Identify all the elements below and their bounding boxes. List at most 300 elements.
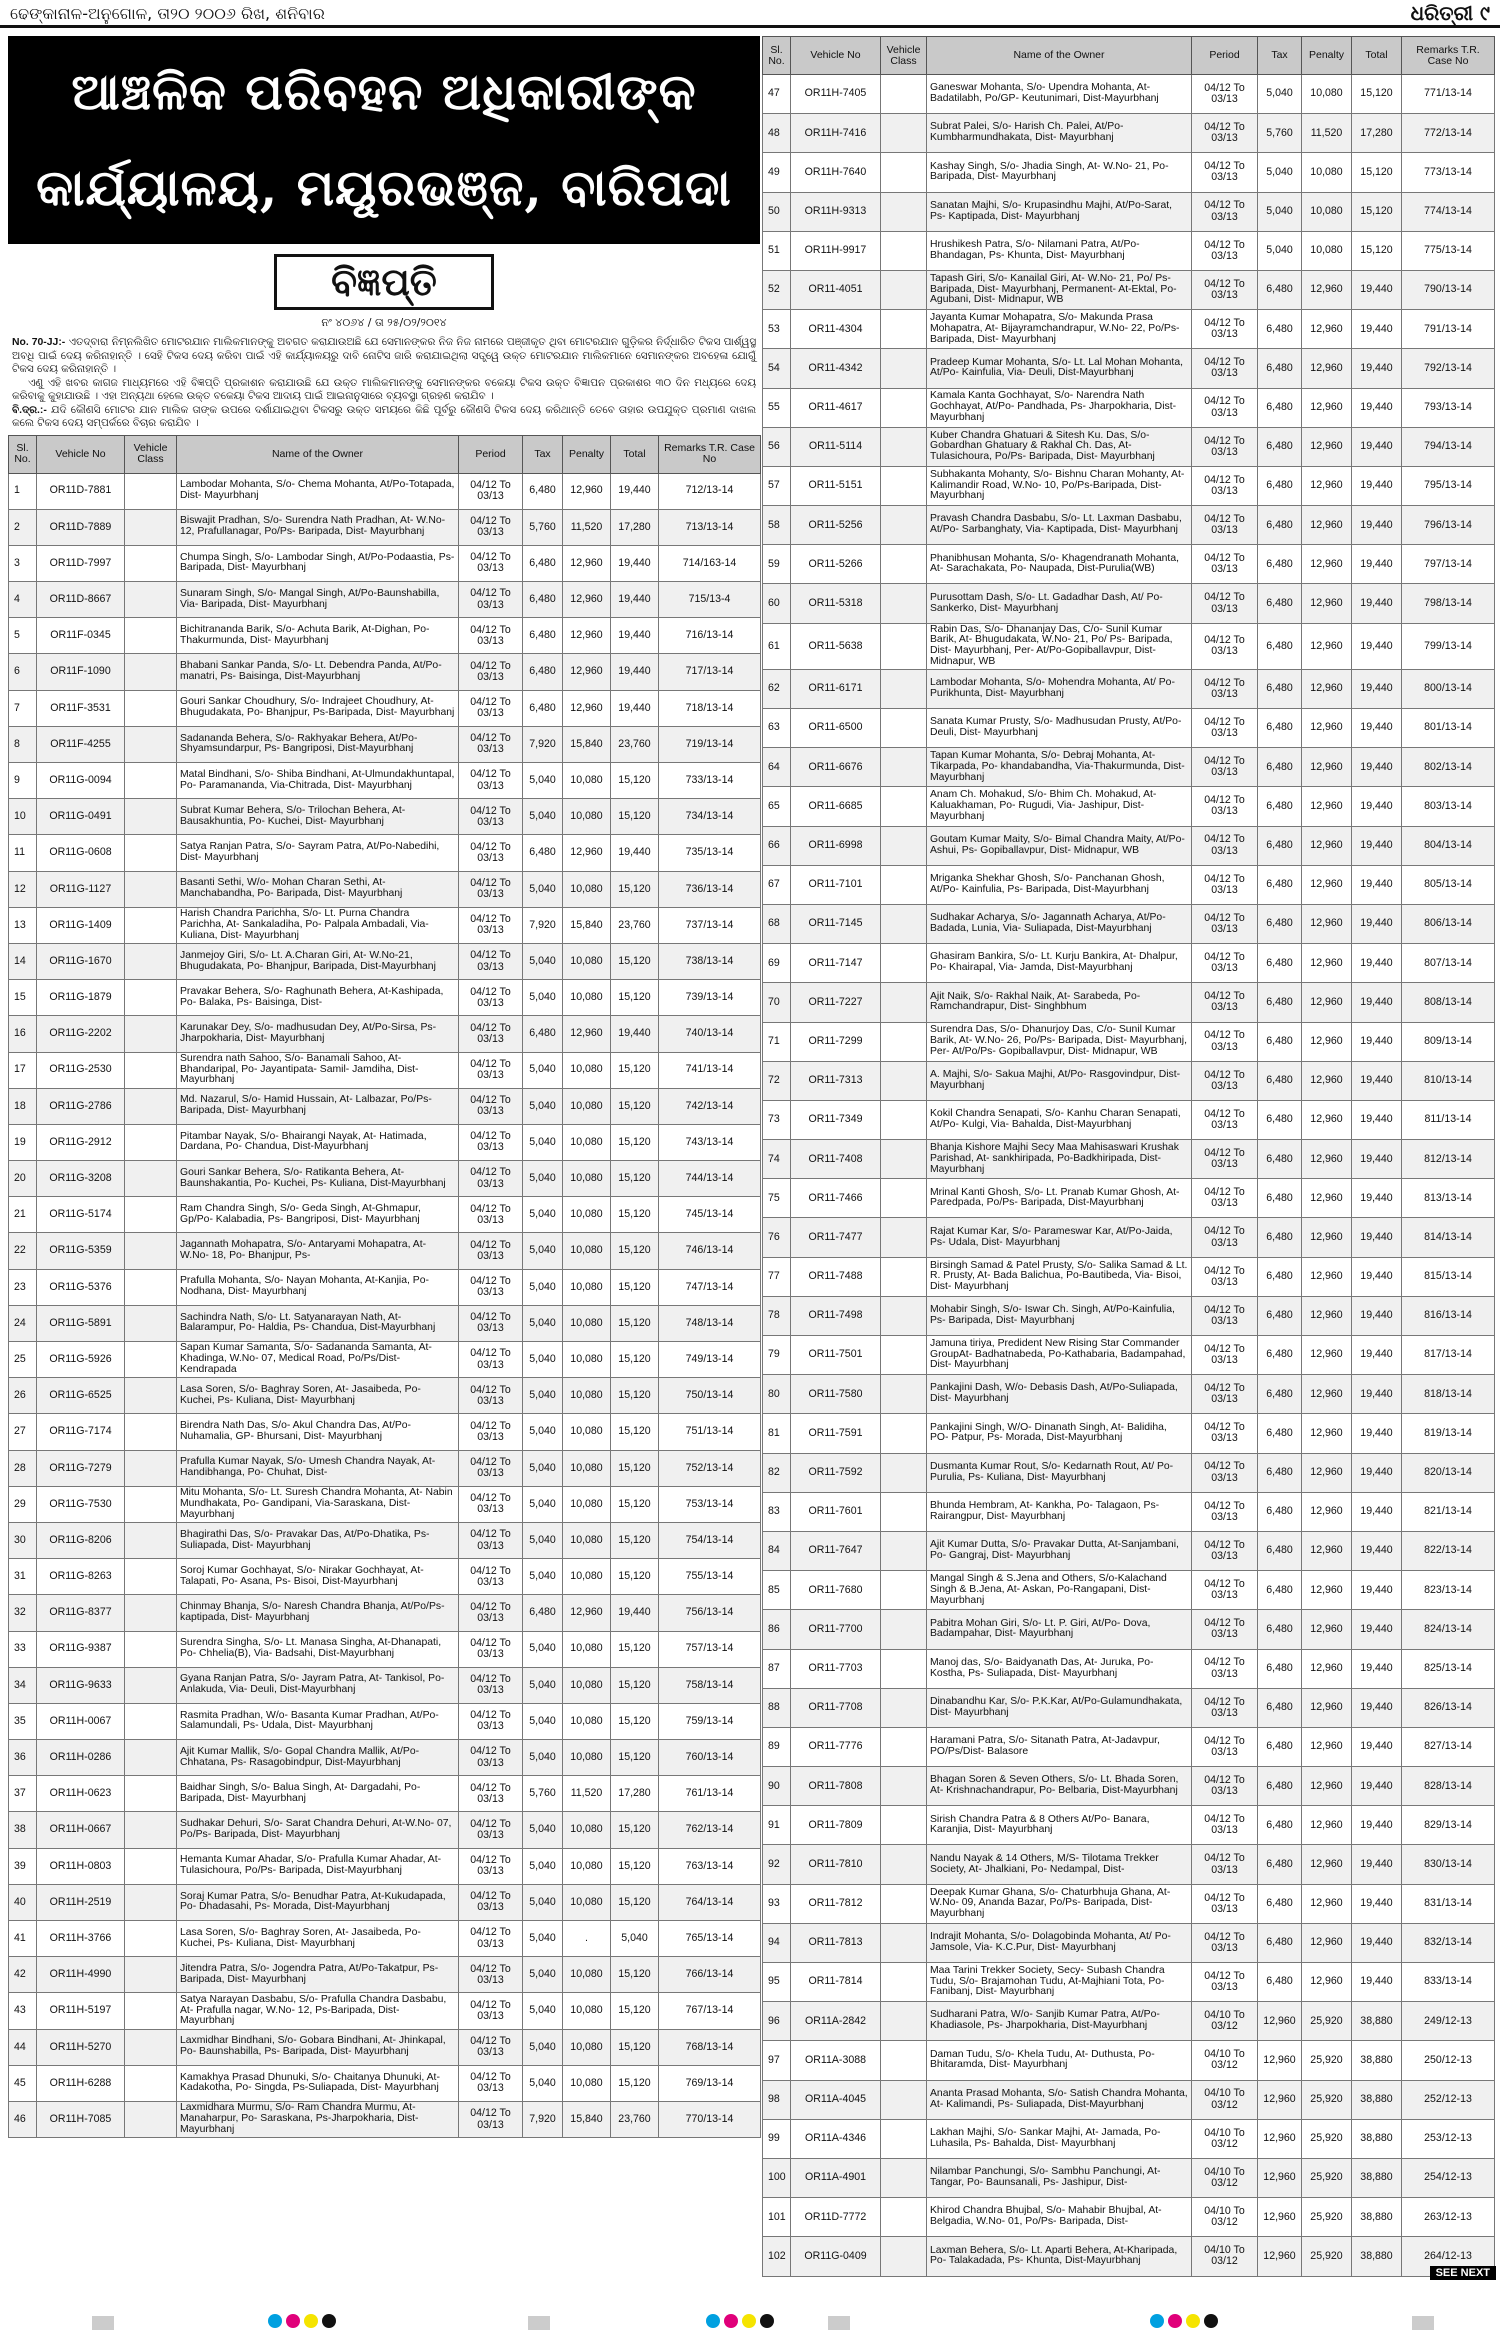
cell-remarks: 802/13-14 <box>1402 748 1495 787</box>
cell-remarks: 775/13-14 <box>1402 231 1495 270</box>
table-row <box>763 1649 1495 1688</box>
table-row <box>9 1993 761 2029</box>
col-header-total: Total <box>611 435 659 473</box>
cell-tax: 6,480 <box>1258 904 1302 943</box>
yellow-dot-icon <box>304 2314 318 2328</box>
cell-penalty: 12,960 <box>563 1016 611 1052</box>
cell-owner: Hrushikesh Patra, S/o- Nilamani Patra, At/Po-Bhandagan, Ps- Khunta, Dist- Mayurbhanj <box>927 231 1192 270</box>
cell-vehicle-class <box>881 75 927 114</box>
cell-vehicle-no: OR11-5266 <box>791 545 881 584</box>
cell-total: 19,440 <box>1352 826 1402 865</box>
cell-sl: 102 <box>763 2237 791 2276</box>
table-row <box>9 1342 761 1378</box>
table-row <box>763 623 1495 669</box>
table-row <box>9 1631 761 1667</box>
cell-vehicle-no: OR11-7776 <box>791 1727 881 1766</box>
cell-remarks: 792/13-14 <box>1402 349 1495 388</box>
cell-period: 04/12 To 03/13 <box>1192 231 1258 270</box>
cell-tax: 5,040 <box>523 980 563 1016</box>
cell-sl: 28 <box>9 1450 37 1486</box>
cell-period: 04/12 To 03/13 <box>459 763 523 799</box>
cell-vehicle-class <box>125 726 177 762</box>
cell-sl: 77 <box>763 1257 791 1296</box>
col-header-penalty: Penalty <box>1302 37 1352 75</box>
cell-total: 15,120 <box>611 1233 659 1269</box>
cell-period: 04/12 To 03/13 <box>459 1161 523 1197</box>
cell-remarks: 829/13-14 <box>1402 1806 1495 1845</box>
cell-tax: 6,480 <box>1258 1296 1302 1335</box>
cell-penalty: 12,960 <box>563 654 611 690</box>
cell-period: 04/12 To 03/13 <box>1192 1963 1258 2002</box>
cell-owner: Anam Ch. Mohakud, S/o- Bhim Ch. Mohakud, At- Kaluakhaman, Po- Rugudi, Via- Jashipur, Dist- Mayurbhanj <box>927 787 1192 826</box>
table-row <box>763 153 1495 192</box>
cell-vehicle-no: OR11-4342 <box>791 349 881 388</box>
cell-total: 15,120 <box>1352 231 1402 270</box>
cell-remarks: 714/163-14 <box>659 545 761 581</box>
cell-period: 04/12 To 03/13 <box>1192 1218 1258 1257</box>
cell-remarks: 760/13-14 <box>659 1740 761 1776</box>
cell-owner: Surendra nath Sahoo, S/o- Banamali Sahoo, At-Bhandaripal, Po- Jayantipata- Samil- Jamdiha, Dist- Mayurbhanj <box>177 1052 459 1088</box>
table-row <box>9 943 761 979</box>
cell-vehicle-class <box>881 310 927 349</box>
cell-period: 04/12 To 03/13 <box>1192 1688 1258 1727</box>
magenta-dot-icon <box>724 2314 738 2328</box>
cell-tax: 5,040 <box>523 763 563 799</box>
cell-penalty: 12,960 <box>1302 826 1352 865</box>
cell-tax: 5,040 <box>523 1884 563 1920</box>
cell-owner: Mangal Singh & S.Jena and Others, S/o-Kalachand Singh & B.Jena, At- Askan, Po-Rangapani, Dist- Mayurbhanj <box>927 1571 1192 1610</box>
cell-vehicle-no: OR11H-5270 <box>37 2029 125 2065</box>
header-masthead: ଧରିତ୍ରୀ ୯ <box>1410 1 1490 25</box>
cell-vehicle-class <box>125 1305 177 1341</box>
cell-total: 15,120 <box>611 1848 659 1884</box>
cell-owner: Kokil Chandra Senapati, S/o- Kanhu Charan Senapati, At/Po- Kulgi, Via- Bahalda, Dist-Mayurbhanj <box>927 1100 1192 1139</box>
cell-vehicle-no: OR11-6171 <box>791 669 881 708</box>
cell-tax: 6,480 <box>1258 1414 1302 1453</box>
cell-vehicle-no: OR11F-4255 <box>37 726 125 762</box>
cell-penalty: 10,080 <box>563 1884 611 1920</box>
cell-vehicle-no: OR11G-2786 <box>37 1088 125 1124</box>
cell-vehicle-no: OR11-7580 <box>791 1375 881 1414</box>
cell-vehicle-class <box>881 153 927 192</box>
header-dateline: ଢେଙ୍କାନାଳ-ଅନୁଗୋଳ, ତା୨୦ ୨୦୦୬ ରିଖ, ଶନିବାର <box>10 4 325 23</box>
cell-tax: 6,480 <box>1258 826 1302 865</box>
cell-tax: 6,480 <box>1258 1179 1302 1218</box>
reference-number: ନଂ ୪୦୬୪ / ତା ୨୫/୦୨/୨୦୧୪ <box>321 316 447 329</box>
cell-remarks: 759/13-14 <box>659 1703 761 1739</box>
cell-owner: Jagannath Mohapatra, S/o- Antaryami Mohapatra, At- W.No- 18, Po- Bhanjpur, Ps- <box>177 1233 459 1269</box>
cell-period: 04/12 To 03/13 <box>459 2101 523 2137</box>
table-row <box>9 2101 761 2137</box>
cell-period: 04/12 To 03/13 <box>459 1016 523 1052</box>
cell-vehicle-no: OR11-7808 <box>791 1767 881 1806</box>
table-row <box>9 1088 761 1124</box>
cell-vehicle-class <box>125 1776 177 1812</box>
cell-total: 15,120 <box>611 1812 659 1848</box>
cell-sl: 43 <box>9 1993 37 2029</box>
table-row <box>763 748 1495 787</box>
cell-total: 19,440 <box>611 1016 659 1052</box>
cell-tax: 6,480 <box>1258 1610 1302 1649</box>
cell-period: 04/12 To 03/13 <box>459 799 523 835</box>
cell-period: 04/12 To 03/13 <box>459 2029 523 2065</box>
cell-owner: Rabin Das, S/o- Dhananjay Das, C/o- Sunil Kumar Barik, At- Bhugudakata, W.No- 21, Po/ Ps- Baripada, Dist- Mayurbhanj, Per- At/Po-Gopiballavpur, Dist- Midnapur, WB <box>927 623 1192 669</box>
cell-vehicle-no: OR11A-3088 <box>791 2041 881 2080</box>
cell-vehicle-class <box>881 2002 927 2041</box>
cell-remarks: 790/13-14 <box>1402 270 1495 309</box>
cell-owner: Md. Nazarul, S/o- Hamid Hussain, At- Lalbazar, Po/Ps- Baripada, Dist- Mayurbhanj <box>177 1088 459 1124</box>
cell-total: 15,120 <box>611 1342 659 1378</box>
notice-para-3 <box>12 404 756 431</box>
cell-penalty: 10,080 <box>563 1269 611 1305</box>
cell-vehicle-no: OR11-7488 <box>791 1257 881 1296</box>
cell-remarks: 743/13-14 <box>659 1124 761 1160</box>
cell-vehicle-no: OR11D-7881 <box>37 473 125 509</box>
cell-total: 19,440 <box>1352 787 1402 826</box>
cell-sl: 1 <box>9 473 37 509</box>
cell-penalty: 12,960 <box>1302 669 1352 708</box>
cell-tax: 6,480 <box>1258 1727 1302 1766</box>
cell-owner: Mrinal Kanti Ghosh, S/o- Lt. Pranab Kumar Ghosh, At- Paredpada, Po/Ps- Baripada, Dist-Mayurbhanj <box>927 1179 1192 1218</box>
cell-vehicle-no: OR11G-0491 <box>37 799 125 835</box>
cell-vehicle-class <box>881 1806 927 1845</box>
cell-total: 38,880 <box>1352 2041 1402 2080</box>
cell-tax: 6,480 <box>1258 584 1302 623</box>
cell-total: 19,440 <box>611 582 659 618</box>
cell-sl: 99 <box>763 2119 791 2158</box>
cell-sl: 74 <box>763 1140 791 1179</box>
notice-text <box>12 336 756 431</box>
cell-vehicle-no: OR11G-5376 <box>37 1269 125 1305</box>
cell-sl: 90 <box>763 1767 791 1806</box>
cell-total: 38,880 <box>1352 2119 1402 2158</box>
cell-penalty: 12,960 <box>1302 1767 1352 1806</box>
cell-remarks: 772/13-14 <box>1402 114 1495 153</box>
cell-sl: 84 <box>763 1531 791 1570</box>
cell-vehicle-class <box>125 1161 177 1197</box>
cell-tax: 6,480 <box>1258 1806 1302 1845</box>
cell-period: 04/12 To 03/13 <box>1192 1923 1258 1962</box>
cell-sl: 95 <box>763 1963 791 2002</box>
cell-sl: 72 <box>763 1061 791 1100</box>
table-row <box>763 944 1495 983</box>
cell-tax: 5,040 <box>523 1342 563 1378</box>
cell-penalty: 10,080 <box>563 1486 611 1522</box>
cell-total: 19,440 <box>1352 1257 1402 1296</box>
magenta-dot-icon <box>1168 2314 1182 2328</box>
cell-sl: 31 <box>9 1559 37 1595</box>
cell-remarks: 750/13-14 <box>659 1378 761 1414</box>
cell-total: 19,440 <box>1352 310 1402 349</box>
cell-sl: 81 <box>763 1414 791 1453</box>
cell-vehicle-no: OR11-7227 <box>791 983 881 1022</box>
cell-tax: 6,480 <box>1258 1767 1302 1806</box>
cell-penalty: 10,080 <box>563 1161 611 1197</box>
cell-penalty: 10,080 <box>563 1812 611 1848</box>
table-row <box>9 1269 761 1305</box>
table-row <box>9 1703 761 1739</box>
see-next-label: SEE NEXT <box>1430 2266 1496 2280</box>
notice-para-1-text: ଏତଦ୍ବାରା ନିମ୍ନଲିଖିତ ମୋଟରଯାନ ମାଲିକମାନଙ୍କୁ ଅବଗତ କରାଯାଉଅଛି ଯେ ସେମାନଙ୍କର ନିଜ ନିଜ ନାମରେ ପଞ୍ଜୀକୃତ ଥିବା ମୋଟରଯାନ ଗୁଡ଼ିକର ନିର୍ଦ୍ଧାରିତ ଟିକସ ପାର୍ଶ୍ୱସ୍ଥ ଅବଧି ପାଇଁ ଦେୟ କରିନାହାନ୍ତି । ସେହି ଟିକସ ଦେୟ କରିବା ପାଇଁ ଏହି କାର୍ଯ୍ୟାଳୟରୁ ଦାବି ନୋଟିସ ଜାରି କରାଯାଇଥିଲା ସତ୍ତ୍ୱେ ଉକ୍ତ ମୋଟରଯାନ ମାଲିକମାନେ ସେମାନଙ୍କର ଅବହେଳା ଯୋଗୁଁ ଟିକସ ଦେୟ କରିନାହାନ୍ତି । <box>12 336 756 375</box>
cell-penalty: 25,920 <box>1302 2002 1352 2041</box>
cell-period: 04/12 To 03/13 <box>459 1305 523 1341</box>
cell-period: 04/12 To 03/13 <box>1192 1649 1258 1688</box>
cell-penalty: 10,080 <box>563 1631 611 1667</box>
cell-total: 19,440 <box>1352 748 1402 787</box>
cell-owner: Lambodar Mohanta, S/o- Mohendra Mohanta, At/ Po- Purikhunta, Dist- Mayurbhanj <box>927 669 1192 708</box>
cell-period: 04/12 To 03/13 <box>459 618 523 654</box>
cell-tax: 6,480 <box>1258 787 1302 826</box>
cell-period: 04/12 To 03/13 <box>459 835 523 871</box>
cell-total: 19,440 <box>1352 669 1402 708</box>
cell-period: 04/10 To 03/12 <box>1192 2002 1258 2041</box>
cell-remarks: 263/12-13 <box>1402 2198 1495 2237</box>
title-banner <box>8 36 760 244</box>
cell-tax: 6,480 <box>1258 1923 1302 1962</box>
cell-sl: 96 <box>763 2002 791 2041</box>
cell-penalty: 12,960 <box>563 835 611 871</box>
cell-tax: 6,480 <box>1258 1649 1302 1688</box>
table-row <box>9 545 761 581</box>
cell-total: 17,280 <box>611 509 659 545</box>
cell-vehicle-no: OR11H-9313 <box>791 192 881 231</box>
cell-vehicle-no: OR11D-8667 <box>37 582 125 618</box>
cell-owner: Jamuna tiriya, Predident New Rising Star Commander GroupAt- Badhatnabeda, Po-Kathabaria, Badampahad, Dist- Mayurbhanj <box>927 1336 1192 1375</box>
cell-sl: 40 <box>9 1884 37 1920</box>
cell-sl: 56 <box>763 427 791 466</box>
cell-vehicle-no: OR11H-0286 <box>37 1740 125 1776</box>
table-row <box>9 1740 761 1776</box>
cell-sl: 98 <box>763 2080 791 2119</box>
col-header-total: Total <box>1352 37 1402 75</box>
cell-tax: 5,040 <box>523 871 563 907</box>
col-header-tax: Tax <box>523 435 563 473</box>
cell-vehicle-no: OR11-7813 <box>791 1923 881 1962</box>
col-header-vehicle: Vehicle No <box>37 435 125 473</box>
cell-tax: 7,920 <box>523 726 563 762</box>
cell-vehicle-class <box>881 1767 927 1806</box>
cell-penalty: 25,920 <box>1302 2237 1352 2276</box>
cell-total: 19,440 <box>1352 1453 1402 1492</box>
cell-total: 15,120 <box>611 1088 659 1124</box>
cell-vehicle-no: OR11-7703 <box>791 1649 881 1688</box>
table-row <box>763 2041 1495 2080</box>
cell-vehicle-no: OR11-6500 <box>791 709 881 748</box>
cell-tax: 12,960 <box>1258 2158 1302 2197</box>
cell-penalty: 12,960 <box>1302 427 1352 466</box>
cell-total: 19,440 <box>1352 1022 1402 1061</box>
cell-vehicle-no: OR11-5318 <box>791 584 881 623</box>
table-row <box>763 1140 1495 1179</box>
cell-sl: 3 <box>9 545 37 581</box>
cell-period: 04/12 To 03/13 <box>1192 1531 1258 1570</box>
cell-remarks: 794/13-14 <box>1402 427 1495 466</box>
cell-sl: 17 <box>9 1052 37 1088</box>
cell-remarks: 739/13-14 <box>659 980 761 1016</box>
cell-sl: 50 <box>763 192 791 231</box>
cell-remarks: 810/13-14 <box>1402 1061 1495 1100</box>
cell-penalty: 12,960 <box>563 618 611 654</box>
cell-remarks: 757/13-14 <box>659 1631 761 1667</box>
cell-owner: Sapan Kumar Samanta, S/o- Sadananda Samanta, At- Khadinga, W.No- 07, Medical Road, Po/Ps/Dist- Kendrapada <box>177 1342 459 1378</box>
cell-period: 04/12 To 03/13 <box>1192 466 1258 505</box>
table-row <box>9 690 761 726</box>
table-row <box>9 1486 761 1522</box>
cell-sl: 97 <box>763 2041 791 2080</box>
cell-remarks: 827/13-14 <box>1402 1727 1495 1766</box>
cell-total: 15,120 <box>611 1450 659 1486</box>
cell-tax: 6,480 <box>1258 1531 1302 1570</box>
cell-total: 15,120 <box>611 1957 659 1993</box>
cell-vehicle-class <box>881 944 927 983</box>
cell-penalty: 10,080 <box>563 1522 611 1558</box>
cell-period: 04/12 To 03/13 <box>1192 826 1258 865</box>
cell-tax: 5,040 <box>1258 75 1302 114</box>
table-row <box>763 114 1495 153</box>
cell-penalty: 25,920 <box>1302 2119 1352 2158</box>
cell-vehicle-no: OR11-7647 <box>791 1531 881 1570</box>
cell-vehicle-class <box>881 1179 927 1218</box>
cell-sl: 87 <box>763 1649 791 1688</box>
cell-vehicle-class <box>881 231 927 270</box>
table-row <box>9 1161 761 1197</box>
cell-period: 04/10 To 03/12 <box>1192 2080 1258 2119</box>
table-row <box>763 1296 1495 1335</box>
cell-period: 04/12 To 03/13 <box>459 690 523 726</box>
table-row <box>9 1776 761 1812</box>
table-row <box>763 1453 1495 1492</box>
cell-owner: Lambodar Mohanta, S/o- Chema Mohanta, At/Po-Totapada, Dist- Mayurbhanj <box>177 473 459 509</box>
cell-vehicle-class <box>125 1595 177 1631</box>
cell-total: 19,440 <box>1352 1140 1402 1179</box>
notice-para-3-text: ଯଦି କୌଣସି ମୋଟର ଯାନ ମାଲିକ ତାଙ୍କ ଉପରେ ଦର୍ଶାଯାଇଥିବା ଟିକସରୁ ଉକ୍ତ ସମୟରେ କିଛି ପୂର୍ବରୁ କୌଣସି ଟିକସ ଦେୟ କରିଥାନ୍ତି ତେବେ ତାହାର ଉପଯୁକ୍ତ ପ୍ରମାଣ ଦାଖଲ କଲେ ଟିକସ ଦେୟ ସମ୍ପର୍କରେ ବିଚାର କରାଯିବ । <box>12 403 756 429</box>
cell-owner: Ganeswar Mohanta, S/o- Upendra Mohanta, At- Badatilabh, Po/GP- Keutunimari, Dist-Mayurbhanj <box>927 75 1192 114</box>
cell-owner: Chumpa Singh, S/o- Lambodar Singh, At/Po-Podaastia, Ps- Baripada, Dist- Mayurbhanj <box>177 545 459 581</box>
cell-vehicle-no: OR11-7466 <box>791 1179 881 1218</box>
cell-total: 19,440 <box>1352 349 1402 388</box>
cell-tax: 5,040 <box>523 1848 563 1884</box>
cell-total: 19,440 <box>611 618 659 654</box>
cell-total: 19,440 <box>1352 1531 1402 1570</box>
cell-period: 04/12 To 03/13 <box>459 1957 523 1993</box>
cell-total: 38,880 <box>1352 2198 1402 2237</box>
table-row <box>9 1884 761 1920</box>
cell-total: 15,120 <box>611 1667 659 1703</box>
notice-para-1 <box>12 336 756 377</box>
col-header-tax: Tax <box>1258 37 1302 75</box>
cell-remarks: 747/13-14 <box>659 1269 761 1305</box>
cell-owner: Birsingh Samad & Patel Prusty, S/o- Salika Samad & Lt. R. Prusty, At- Bada Balichua, Po-Bautibeda, Via- Bisoi, Dist- Mayurbhanj <box>927 1257 1192 1296</box>
cell-sl: 10 <box>9 799 37 835</box>
table-row <box>763 466 1495 505</box>
cell-remarks: 733/13-14 <box>659 763 761 799</box>
cell-total: 38,880 <box>1352 2158 1402 2197</box>
cell-total: 19,440 <box>611 835 659 871</box>
cell-remarks: 755/13-14 <box>659 1559 761 1595</box>
cell-remarks: 793/13-14 <box>1402 388 1495 427</box>
cell-remarks: 737/13-14 <box>659 907 761 943</box>
cell-vehicle-no: OR11H-2519 <box>37 1884 125 1920</box>
cell-penalty: 10,080 <box>1302 75 1352 114</box>
table-row <box>9 980 761 1016</box>
cell-penalty: 12,960 <box>1302 1022 1352 1061</box>
cell-owner: Biswajit Pradhan, S/o- Surendra Nath Pradhan, At- W.No- 12, Prafullanagar, Po/Ps- Baripada, Dist- Mayurbhanj <box>177 509 459 545</box>
cell-vehicle-class <box>881 1923 927 1962</box>
table-row <box>763 2119 1495 2158</box>
cell-sl: 54 <box>763 349 791 388</box>
cell-total: 15,120 <box>611 1305 659 1341</box>
cell-owner: Pankajini Dash, W/o- Debasis Dash, At/Po-Suliapada, Dist- Mayurbhanj <box>927 1375 1192 1414</box>
cell-total: 17,280 <box>1352 114 1402 153</box>
cell-vehicle-no: OR11G-2202 <box>37 1016 125 1052</box>
cell-remarks: 746/13-14 <box>659 1233 761 1269</box>
cell-owner: Sunaram Singh, S/o- Mangal Singh, At/Po-Baunshabilla, Via- Baripada, Dist- Mayurbhanj <box>177 582 459 618</box>
cell-vehicle-no: OR11-7299 <box>791 1022 881 1061</box>
cell-sl: 52 <box>763 270 791 309</box>
cell-tax: 7,920 <box>523 907 563 943</box>
cell-tax: 6,480 <box>1258 748 1302 787</box>
cell-owner: Mitu Mohanta, S/o- Lt. Suresh Chandra Mohanta, At- Nabin Mundhakata, Po- Gandipani, Via-Saraskana, Dist- Mayurbhanj <box>177 1486 459 1522</box>
cell-sl: 48 <box>763 114 791 153</box>
table-row <box>763 584 1495 623</box>
table-row <box>763 1806 1495 1845</box>
table-row <box>763 1492 1495 1531</box>
cell-total: 19,440 <box>1352 1649 1402 1688</box>
cell-total: 19,440 <box>1352 1884 1402 1923</box>
cell-total: 19,440 <box>1352 1296 1402 1335</box>
cell-vehicle-no: OR11-7814 <box>791 1963 881 2002</box>
cell-period: 04/12 To 03/13 <box>1192 1884 1258 1923</box>
cell-sl: 89 <box>763 1727 791 1766</box>
table-row <box>9 1921 761 1957</box>
cell-tax: 12,960 <box>1258 2080 1302 2119</box>
cell-vehicle-class <box>125 943 177 979</box>
cell-total: 15,120 <box>1352 153 1402 192</box>
cell-vehicle-no: OR11H-0623 <box>37 1776 125 1812</box>
cell-owner: Mohabir Singh, S/o- Iswar Ch. Singh, At/Po-Kainfulia, Ps- Baripada, Dist- Mayurbhanj <box>927 1296 1192 1335</box>
cell-total: 15,120 <box>611 1486 659 1522</box>
cell-total: 19,440 <box>1352 1923 1402 1962</box>
cell-remarks: 745/13-14 <box>659 1197 761 1233</box>
cell-period: 04/12 To 03/13 <box>459 1776 523 1812</box>
cell-owner: Pravakar Behera, S/o- Raghunath Behera, At-Kashipada, Po- Balaka, Ps- Baisinga, Dist- <box>177 980 459 1016</box>
table-row <box>763 75 1495 114</box>
cell-sl: 66 <box>763 826 791 865</box>
table-row <box>763 2080 1495 2119</box>
cell-remarks: 830/13-14 <box>1402 1845 1495 1884</box>
cell-period: 04/12 To 03/13 <box>459 654 523 690</box>
cell-penalty: 10,080 <box>1302 192 1352 231</box>
cell-sl: 25 <box>9 1342 37 1378</box>
cell-tax: 5,040 <box>523 1233 563 1269</box>
cell-tax: 5,040 <box>523 1414 563 1450</box>
table-body-right <box>763 75 1495 2277</box>
cell-owner: Laxman Behera, S/o- Lt. Aparti Behera, At-Kharipada, Po- Talakadada, Ps- Khunta, Dist-Mayurbhanj <box>927 2237 1192 2276</box>
cell-period: 04/10 To 03/12 <box>1192 2198 1258 2237</box>
cell-period: 04/12 To 03/13 <box>459 1595 523 1631</box>
table-row <box>763 2158 1495 2197</box>
cell-owner: Ghasiram Bankira, S/o- Lt. Kurju Bankira, At- Dhalpur, Po- Khairapal, Via- Jamda, Dist-Mayurbhanj <box>927 944 1192 983</box>
cell-total: 15,120 <box>1352 75 1402 114</box>
cell-sl: 42 <box>9 1957 37 1993</box>
cell-owner: Hemanta Kumar Ahadar, S/o- Prafulla Kumar Ahadar, At- Tulasichoura, Po/Ps- Baripada, Dist-Mayurbhanj <box>177 1848 459 1884</box>
table-row <box>763 1257 1495 1296</box>
cell-sl: 88 <box>763 1688 791 1727</box>
cell-period: 04/12 To 03/13 <box>459 1052 523 1088</box>
table-row <box>9 473 761 509</box>
cell-period: 04/12 To 03/13 <box>1192 1257 1258 1296</box>
cell-remarks: 717/13-14 <box>659 654 761 690</box>
